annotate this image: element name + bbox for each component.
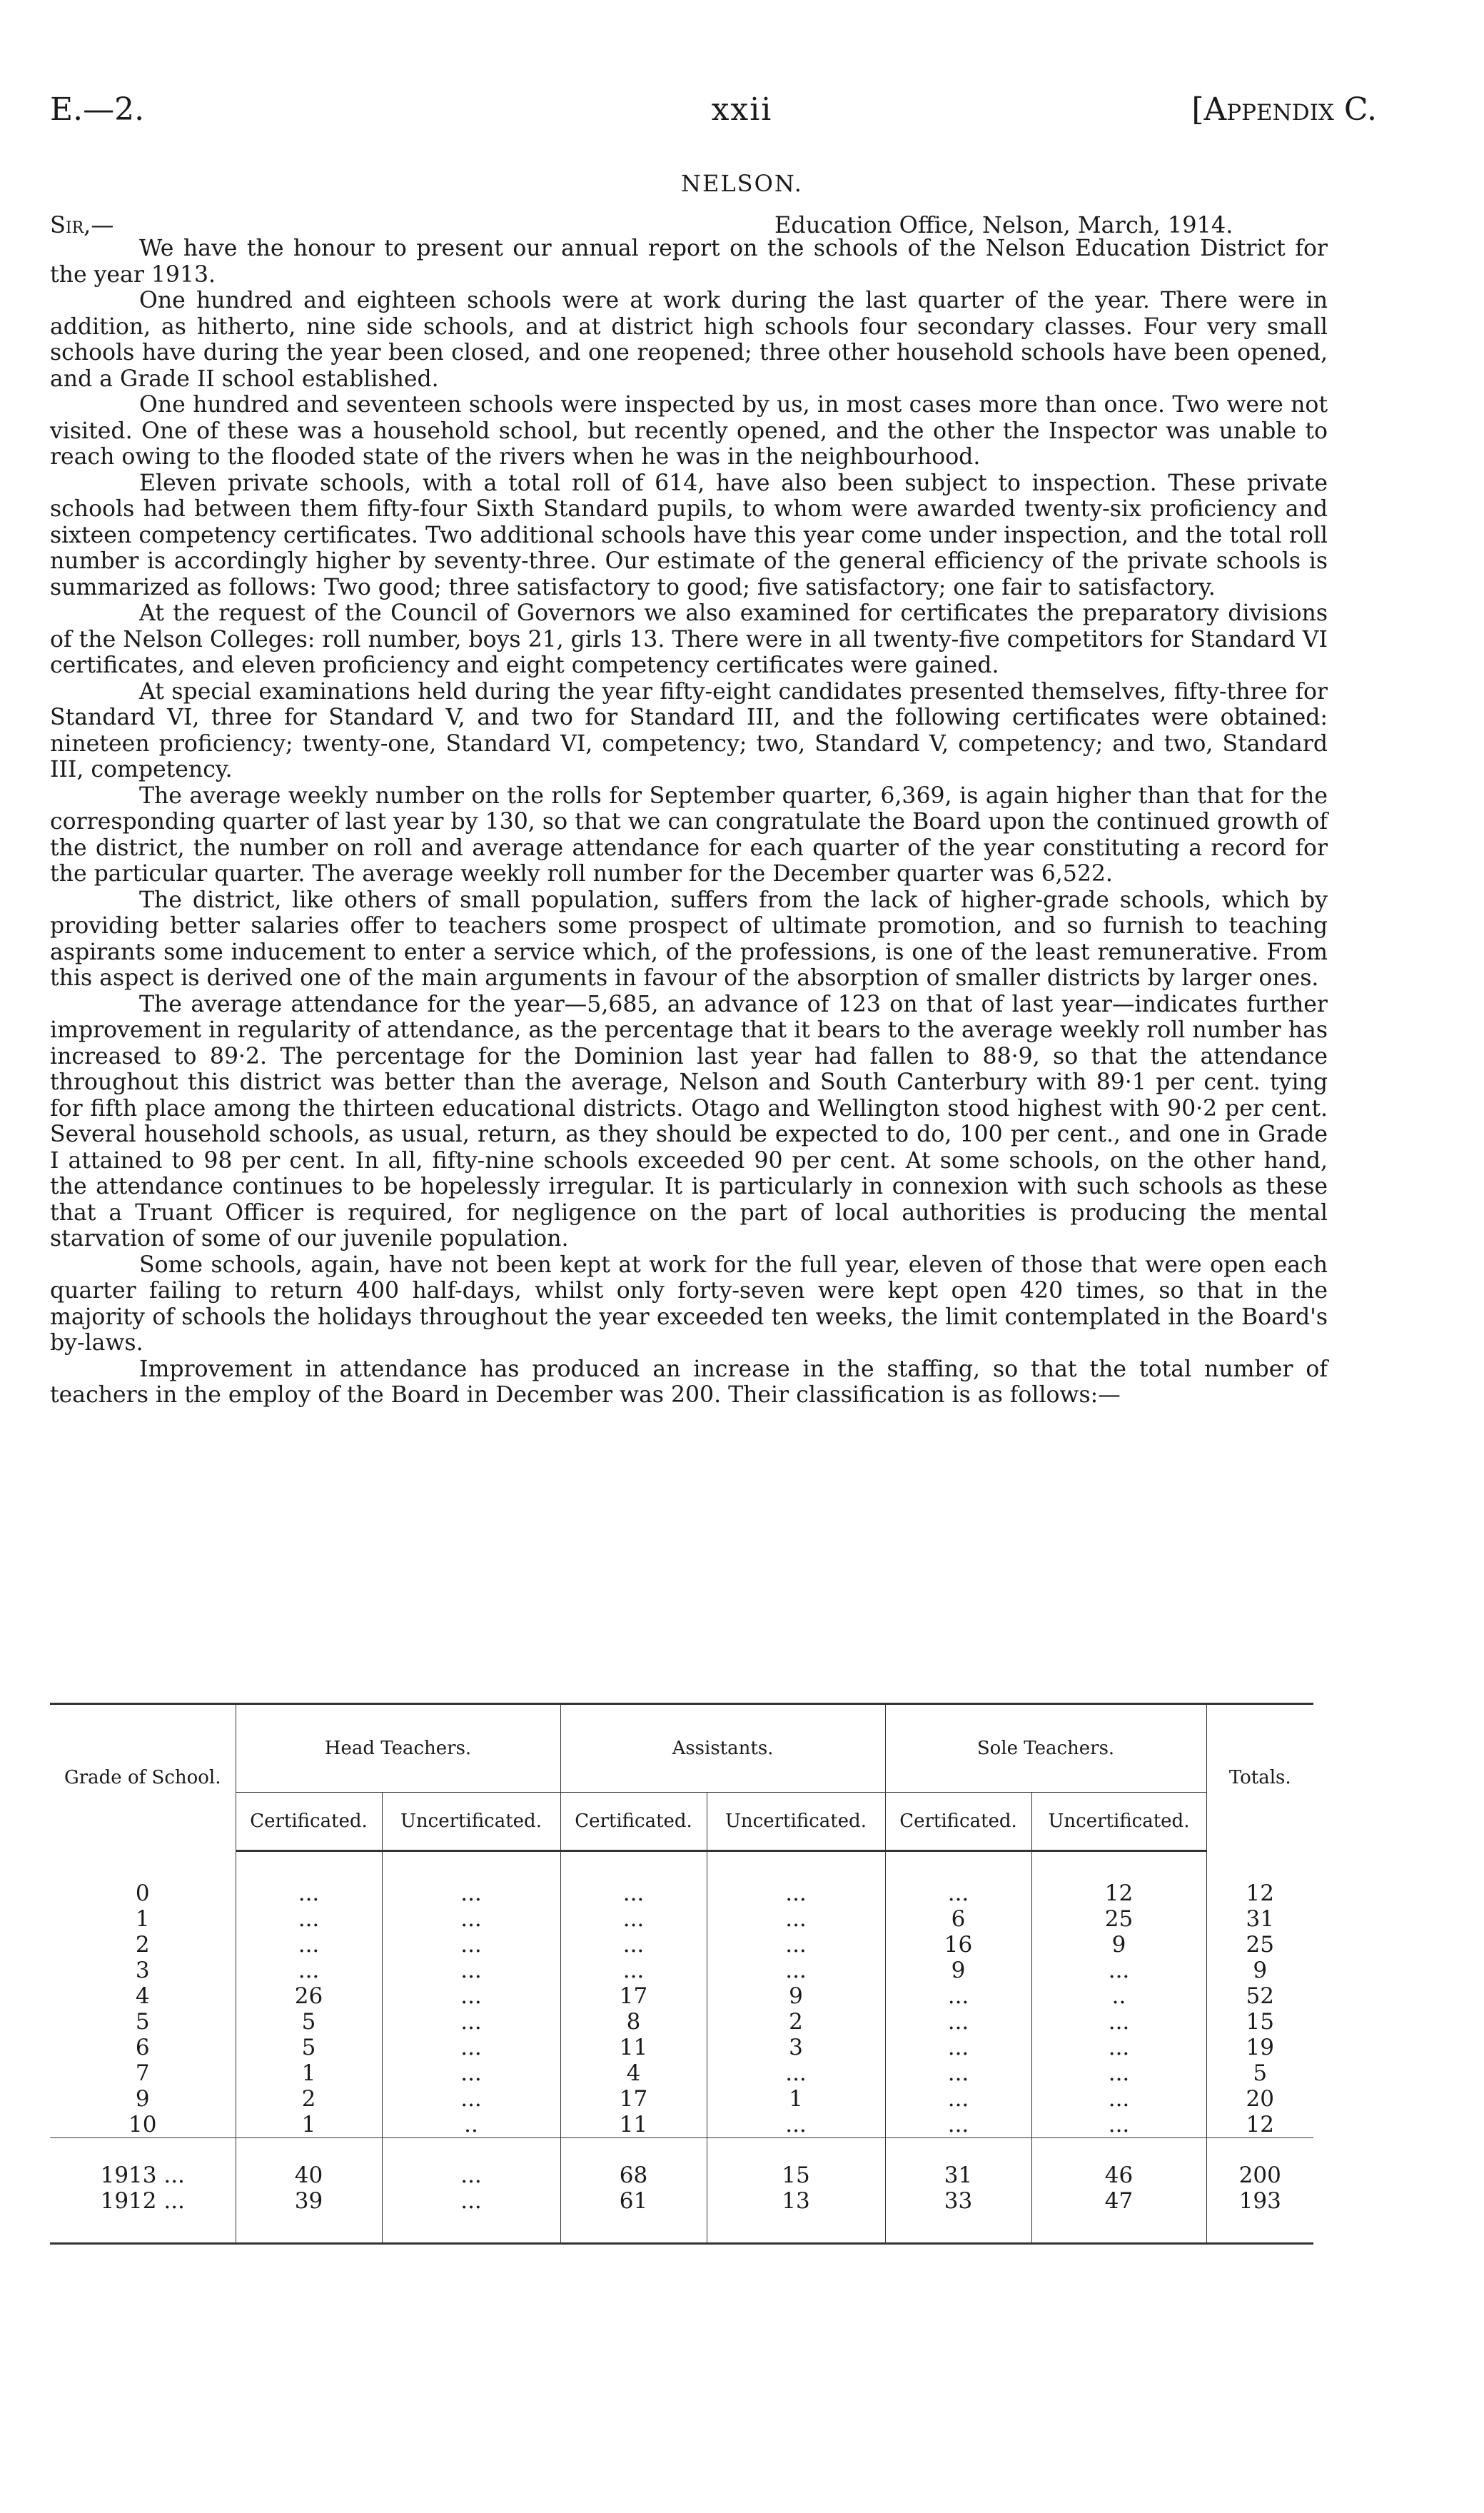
spacer-cell <box>560 1851 707 1881</box>
spacer-cell <box>707 2214 885 2244</box>
value-cell: ... <box>885 2009 1031 2035</box>
spacer-cell <box>236 2138 382 2163</box>
value-cell: 6 <box>885 1906 1031 1932</box>
value-cell: 8 <box>560 2009 707 2035</box>
value-cell: ... <box>707 1880 885 1906</box>
header-certificated: Certificated. <box>236 1793 382 1851</box>
spacer-cell <box>885 2138 1031 2163</box>
value-cell: 9 <box>885 1958 1031 1983</box>
grade-cell: 1 <box>135 1906 150 1932</box>
value-cell: 12 <box>1031 1880 1206 1906</box>
value-cell: 193 <box>1206 2188 1313 2214</box>
spacer-cell <box>707 2138 885 2163</box>
value-cell: 5 <box>236 2009 382 2035</box>
value-cell: 15 <box>1206 2009 1313 2035</box>
value-cell: ... <box>885 2112 1031 2138</box>
value-cell: 12 <box>1206 1880 1313 1906</box>
header-left: E.—2. <box>50 91 145 128</box>
value-cell: .. <box>382 2112 560 2138</box>
paragraph: One hundred and eighteen schools were at work during the last quarter of the year. There were in addition, as hitherto, nine side schools, and at district high schools four secondary classes. Four very small schools have during the year been closed, and one reopened; three other household schools have been opened, and a Grade II school established. <box>50 288 1328 392</box>
grade-cell: 4 <box>135 1983 150 2009</box>
value-cell: 200 <box>1206 2162 1313 2188</box>
spacer-cell <box>1206 1851 1313 1881</box>
spacer-cell <box>560 2214 707 2244</box>
table-row <box>50 1958 1313 1983</box>
table-row <box>50 2060 1313 2086</box>
grade-cell: 0 <box>135 1880 150 1906</box>
value-cell: 3 <box>707 2035 885 2060</box>
value-cell: 17 <box>560 1983 707 2009</box>
value-cell: 61 <box>560 2188 707 2214</box>
grade-cell: 7 <box>135 2060 150 2086</box>
spacer-cell <box>885 1851 1031 1881</box>
value-cell: ... <box>236 1958 382 1983</box>
grade-cell: 5 <box>135 2009 150 2035</box>
value-cell: 9 <box>1206 1958 1313 1983</box>
header-uncertificated: Uncertificated. <box>382 1793 560 1851</box>
spacer-cell <box>50 1851 236 1881</box>
spacer-cell <box>560 2138 707 2163</box>
value-cell: 26 <box>236 1983 382 2009</box>
header-uncertificated: Uncertificated. <box>1031 1793 1206 1851</box>
spacer-cell <box>1031 2138 1206 2163</box>
spacer-cell <box>382 2138 560 2163</box>
value-cell: 1 <box>236 2112 382 2138</box>
table-spacer-row <box>50 1851 1313 1881</box>
value-cell: ... <box>382 1958 560 1983</box>
value-cell: ... <box>382 2188 560 2214</box>
report-body <box>50 236 1328 1409</box>
header-certificated: Certificated. <box>560 1793 707 1851</box>
value-cell: 2 <box>236 2086 382 2112</box>
paragraph: One hundred and seventeen schools were inspected by us, in most cases more than once. Two were not visited. One of these was a household school, but recently opened, and the other the Inspector was unable to reach owing to the flooded state of the rivers when he was in the neighbourhood. <box>50 392 1328 470</box>
value-cell: ... <box>707 2112 885 2138</box>
value-cell: 11 <box>560 2112 707 2138</box>
value-cell: ... <box>885 1983 1031 2009</box>
value-cell: 13 <box>707 2188 885 2214</box>
value-cell: 68 <box>560 2162 707 2188</box>
value-cell: ... <box>382 2035 560 2060</box>
totals-row <box>50 2162 1313 2188</box>
salutation: Sir,— <box>50 211 114 238</box>
value-cell: 52 <box>1206 1983 1313 2009</box>
spacer-cell <box>1031 1851 1206 1881</box>
table-row <box>50 1880 1313 1906</box>
value-cell: ... <box>1031 2009 1206 2035</box>
paragraph: The average weekly number on the rolls for September quarter, 6,369, is again higher than that for the corresponding quarter of last year by 130, so that we can congratulate the Board upon the continued growth of the district, the number on roll and average attendance for each quarter of the year constituting a record for the particular quarter. The average weekly roll number for the December quarter was 6,522. <box>50 782 1328 887</box>
spacer-cell <box>707 1851 885 1881</box>
spacer-cell <box>1031 2214 1206 2244</box>
table-row <box>50 1983 1313 2009</box>
table-row <box>50 1906 1313 1932</box>
paragraph: At the request of the Council of Governors we also examined for certificates the preparatory divisions of the Nelson Colleges: roll number, boys 21, girls 13. There were in all twenty-five competitors for Standard VI certificates, and eleven proficiency and eight competency certificates were gained. <box>50 600 1328 678</box>
table-spacer-row <box>50 2214 1313 2244</box>
value-cell: ... <box>707 2060 885 2086</box>
teacher-classification-table <box>50 1703 1313 2245</box>
spacer-cell <box>1206 2214 1313 2244</box>
spacer-cell <box>236 2214 382 2244</box>
value-cell: 5 <box>236 2035 382 2060</box>
value-cell: ... <box>885 2060 1031 2086</box>
grade-cell: 10 <box>128 2112 157 2137</box>
value-cell: ... <box>1031 2035 1206 2060</box>
value-cell: 9 <box>707 1983 885 2009</box>
dateline: Education Office, Nelson, March, 1914. <box>774 211 1233 238</box>
value-cell: 1 <box>707 2086 885 2112</box>
value-cell: 47 <box>1031 2188 1206 2214</box>
header-totals: Totals. <box>1206 1704 1313 1851</box>
value-cell: 11 <box>560 2035 707 2060</box>
value-cell: 40 <box>236 2162 382 2188</box>
value-cell: 31 <box>1206 1906 1313 1932</box>
paragraph: Eleven private schools, with a total roll of 614, have also been subject to inspection. These private schools had between them fifty-four Sixth Standard pupils, to whom were awarded twenty-six proficiency and sixteen competency certificates. Two additional schools have this year come under inspection, and the total roll number is accordingly higher by seventy-three. Our estimate of the general efficiency of the private schools is summarized as follows: Two good; three satisfactory to good; five satisfactory; one fair to satisfactory. <box>50 470 1328 600</box>
grade-cell: 1913 ... <box>100 2162 185 2188</box>
paragraph: We have the honour to present our annual report on the schools of the Nelson Education District for the year 1913. <box>50 236 1328 288</box>
value-cell: ... <box>885 2035 1031 2060</box>
totals-row <box>50 2188 1313 2214</box>
value-cell: 4 <box>560 2060 707 2086</box>
value-cell: 5 <box>1206 2060 1313 2086</box>
value-cell: 9 <box>1031 1932 1206 1958</box>
grade-cell: 3 <box>135 1958 150 1983</box>
spacer-cell <box>382 1851 560 1881</box>
value-cell: ... <box>885 1880 1031 1906</box>
value-cell: ... <box>382 2009 560 2035</box>
value-cell: 1 <box>236 2060 382 2086</box>
value-cell: ... <box>1031 2112 1206 2138</box>
value-cell: 39 <box>236 2188 382 2214</box>
value-cell: 16 <box>885 1932 1031 1958</box>
value-cell: ... <box>236 1932 382 1958</box>
value-cell: ... <box>382 1906 560 1932</box>
paragraph: At special examinations held during the year fifty-eight candidates presented themselves, fifty-three for Standard VI, three for Standard V, and two for Standard III, and the following certificates were obtained: nineteen proficiency; twenty-one, Standard VI, competency; two, Standard V, competency; and two, Standard III, competency. <box>50 678 1328 782</box>
header-sole-teachers: Sole Teachers. <box>885 1704 1206 1793</box>
value-cell: .. <box>1031 1983 1206 2009</box>
value-cell: ... <box>1031 2086 1206 2112</box>
value-cell: ... <box>1031 1958 1206 1983</box>
value-cell: 15 <box>707 2162 885 2188</box>
value-cell: ... <box>885 2086 1031 2112</box>
page-title: NELSON. <box>681 170 803 197</box>
header-right: [Appendix C. <box>1191 91 1377 128</box>
value-cell: ... <box>382 1983 560 2009</box>
value-cell: 2 <box>707 2009 885 2035</box>
value-cell: 25 <box>1206 1932 1313 1958</box>
value-cell: ... <box>382 2060 560 2086</box>
value-cell: ... <box>560 1932 707 1958</box>
value-cell: 17 <box>560 2086 707 2112</box>
value-cell: 12 <box>1206 2112 1313 2138</box>
value-cell: ... <box>1031 2060 1206 2086</box>
header-grade: Grade of School. <box>50 1704 236 1851</box>
value-cell: ... <box>382 2086 560 2112</box>
table-row <box>50 2035 1313 2060</box>
grade-cell: 9 <box>135 2086 150 2112</box>
grade-cell: 2 <box>135 1932 150 1958</box>
value-cell: 31 <box>885 2162 1031 2188</box>
value-cell: ... <box>707 1958 885 1983</box>
table-spacer-row <box>50 2138 1313 2163</box>
header-certificated: Certificated. <box>885 1793 1031 1851</box>
grade-cell: 6 <box>135 2035 150 2060</box>
value-cell: ... <box>560 1880 707 1906</box>
value-cell: ... <box>560 1958 707 1983</box>
value-cell: ... <box>382 2162 560 2188</box>
header-assistants: Assistants. <box>560 1704 885 1793</box>
paragraph: The district, like others of small population, suffers from the lack of higher-grade schools, which by providing better salaries offer to teachers some prospect of ultimate promotion, and so furnish to teaching aspirants some inducement to enter a service which, of the professions, is one of the least remunerative. From this aspect is derived one of the main arguments in favour of the absorption of smaller districts by larger ones. <box>50 887 1328 991</box>
value-cell: 19 <box>1206 2035 1313 2060</box>
value-cell: ... <box>382 1932 560 1958</box>
value-cell: 46 <box>1031 2162 1206 2188</box>
value-cell: ... <box>707 1932 885 1958</box>
header-uncertificated: Uncertificated. <box>707 1793 885 1851</box>
paragraph: The average attendance for the year—5,685, an advance of 123 on that of last year—indicates further improvement in regularity of attendance, as the percentage that it bears to the average weekly roll number has increased to 89·2. The percentage for the Dominion last year had fallen to 88·9, so that the attendance throughout this district was better than the average, Nelson and South Canterbury with 89·1 per cent. tying for fifth place among the thirteen educational districts. Otago and Wellington stood highest with 90·2 per cent. Several household schools, as usual, return, as they should be expected to do, 100 per cent., and one in Grade I attained to 98 per cent. In all, fifty-nine schools exceeded 90 per cent. At some schools, on the other hand, the attendance continues to be hopelessly irregular. It is particularly in connexion with such schools as these that a Truant Officer is required, for negligence on the part of local authorities is producing the mental starvation of some of our juvenile population. <box>50 991 1328 1252</box>
table-body <box>50 1851 1313 2244</box>
header-head-teachers: Head Teachers. <box>236 1704 560 1793</box>
paragraph: Some schools, again, have not been kept at work for the full year, eleven of those that were open each quarter failing to return 400 half-days, whilst only forty-seven were kept open 420 times, so that in the majority of schools the holidays throughout the year exceeded ten weeks, the limit contemplated in the Board's by-laws. <box>50 1252 1328 1356</box>
value-cell: 20 <box>1206 2086 1313 2112</box>
table-row <box>50 1932 1313 1958</box>
page-number: xxii <box>711 91 773 128</box>
value-cell: 33 <box>885 2188 1031 2214</box>
spacer-cell <box>382 2214 560 2244</box>
spacer-cell <box>885 2214 1031 2244</box>
spacer-cell <box>1206 2138 1313 2163</box>
spacer-cell <box>50 2214 236 2244</box>
grade-cell: 1912 ... <box>100 2188 185 2214</box>
paragraph: Improvement in attendance has produced an increase in the staffing, so that the total number of teachers in the employ of the Board in December was 200. Their classification is as follows:— <box>50 1356 1328 1408</box>
value-cell: ... <box>382 1880 560 1906</box>
value-cell: ... <box>236 1880 382 1906</box>
table-row <box>50 2009 1313 2035</box>
value-cell: ... <box>707 1906 885 1932</box>
value-cell: 25 <box>1031 1906 1206 1932</box>
spacer-cell <box>50 2138 236 2163</box>
spacer-cell <box>236 1851 382 1881</box>
value-cell: ... <box>236 1906 382 1932</box>
value-cell: ... <box>560 1906 707 1932</box>
table-row <box>50 2086 1313 2112</box>
table-row <box>50 2112 1313 2138</box>
